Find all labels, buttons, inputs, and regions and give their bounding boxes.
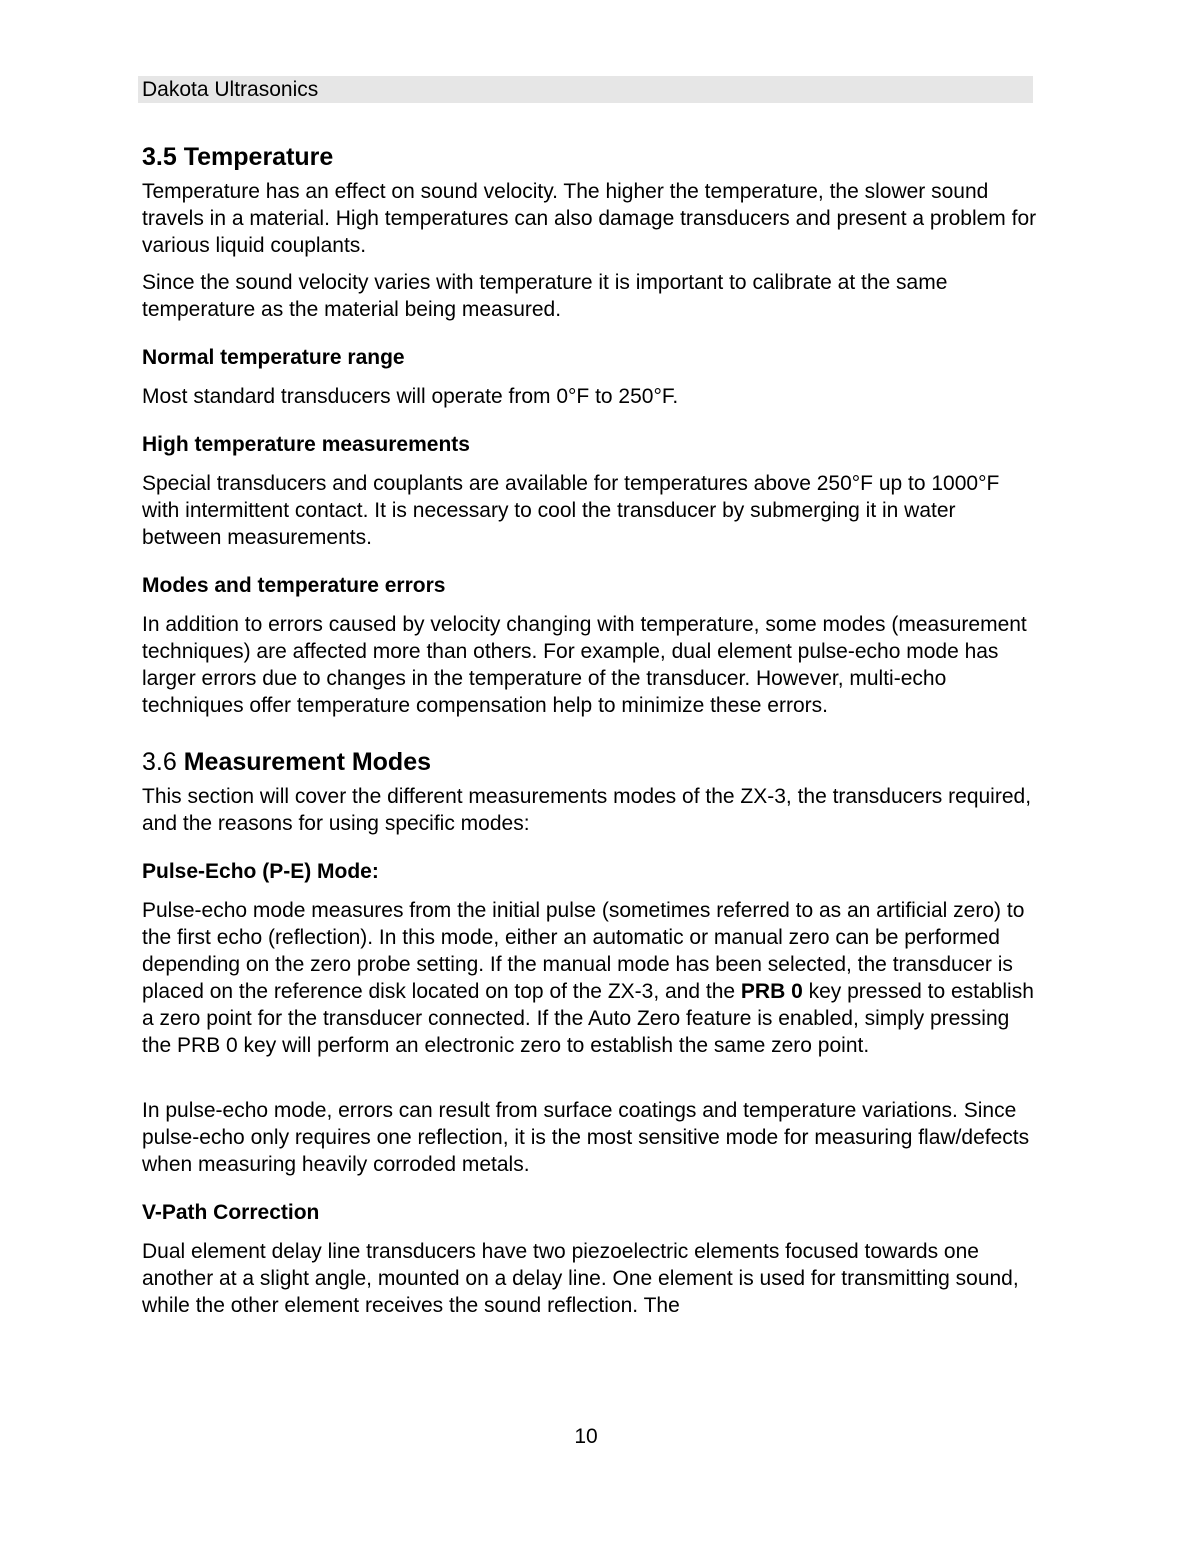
paragraph: Most standard transducers will operate from 0°F to 250°F.: [142, 385, 679, 408]
paragraph: In pulse-echo mode, errors can result from surface coatings and temperature variations. Since pulse-echo only requires one reflection, it is the most sensitive mode for measuring flaw/defects when measuring heavily corroded metals.: [142, 1099, 1030, 1176]
page-content: [142, 140, 1037, 1329]
section-number: 3.6: [142, 748, 177, 776]
section-title: Temperature: [183, 143, 334, 171]
paragraph: This section will cover the different measurements modes of the ZX-3, the transducers required, and the reasons for using specific modes:: [142, 785, 1032, 835]
text-run: key pressed to establish a zero point for the transducer connected. If the Auto Zero feature is enabled, simply pressing the PRB 0 key will perform an electronic zero to establish the same zero point.: [142, 980, 1034, 1057]
paragraph: In addition to errors caused by velocity changing with temperature, some modes (measurement techniques) are affected more than others. For example, dual element pulse-echo mode has larger errors due to changes in the temperature of the transducer. However, multi-echo techniques offer temperature compensation help to minimize these errors.: [142, 613, 1027, 717]
subheading-pulse-echo: Pulse-Echo (P-E) Mode:: [142, 860, 379, 883]
section-title: Measurement Modes: [183, 748, 432, 776]
subheading-high-temp: High temperature measurements: [142, 433, 470, 456]
paragraph: Since the sound velocity varies with temperature it is important to calibrate at the same temperature as the material being measured.: [142, 271, 948, 321]
subheading-vpath: V-Path Correction: [142, 1201, 320, 1224]
paragraph: Dual element delay line transducers have two piezoelectric elements focused towards one another at a slight angle, mounted on a delay line. One element is used for transmitting sound, while the other element receives the sound reflection. The: [142, 1240, 1019, 1317]
paragraph: Special transducers and couplants are available for temperatures above 250°F up to 1000°F with intermittent contact. It is necessary to cool the transducer by submerging it in water between measurements.: [142, 472, 1000, 549]
page-number: 10: [574, 1425, 598, 1448]
company-name: Dakota Ultrasonics: [142, 78, 319, 101]
key-label: PRB 0: [740, 980, 803, 1003]
section-heading-temperature: [142, 140, 1037, 174]
paragraph: [142, 897, 1037, 1059]
paragraph: Temperature has an effect on sound velocity. The higher the temperature, the slower sound travels in a material. High temperatures can also damage transducers and present a problem for various liquid couplants.: [142, 180, 1037, 257]
text-run: Pulse-echo mode measures from the initial pulse (sometimes referred to as an artificial zero) to the first echo (reflection). In this mode, either an automatic or manual zero can be performed depending on the zero probe setting. If the manual mode has been selected, the transducer is placed on the reference disk located on top of the ZX-3, and the: [142, 899, 1025, 1003]
subheading-modes-errors: Modes and temperature errors: [142, 574, 446, 597]
running-header: [138, 76, 1033, 103]
section-number: 3.5: [142, 143, 177, 171]
section-heading-modes: [142, 745, 1037, 779]
subheading-normal-range: Normal temperature range: [142, 346, 405, 369]
